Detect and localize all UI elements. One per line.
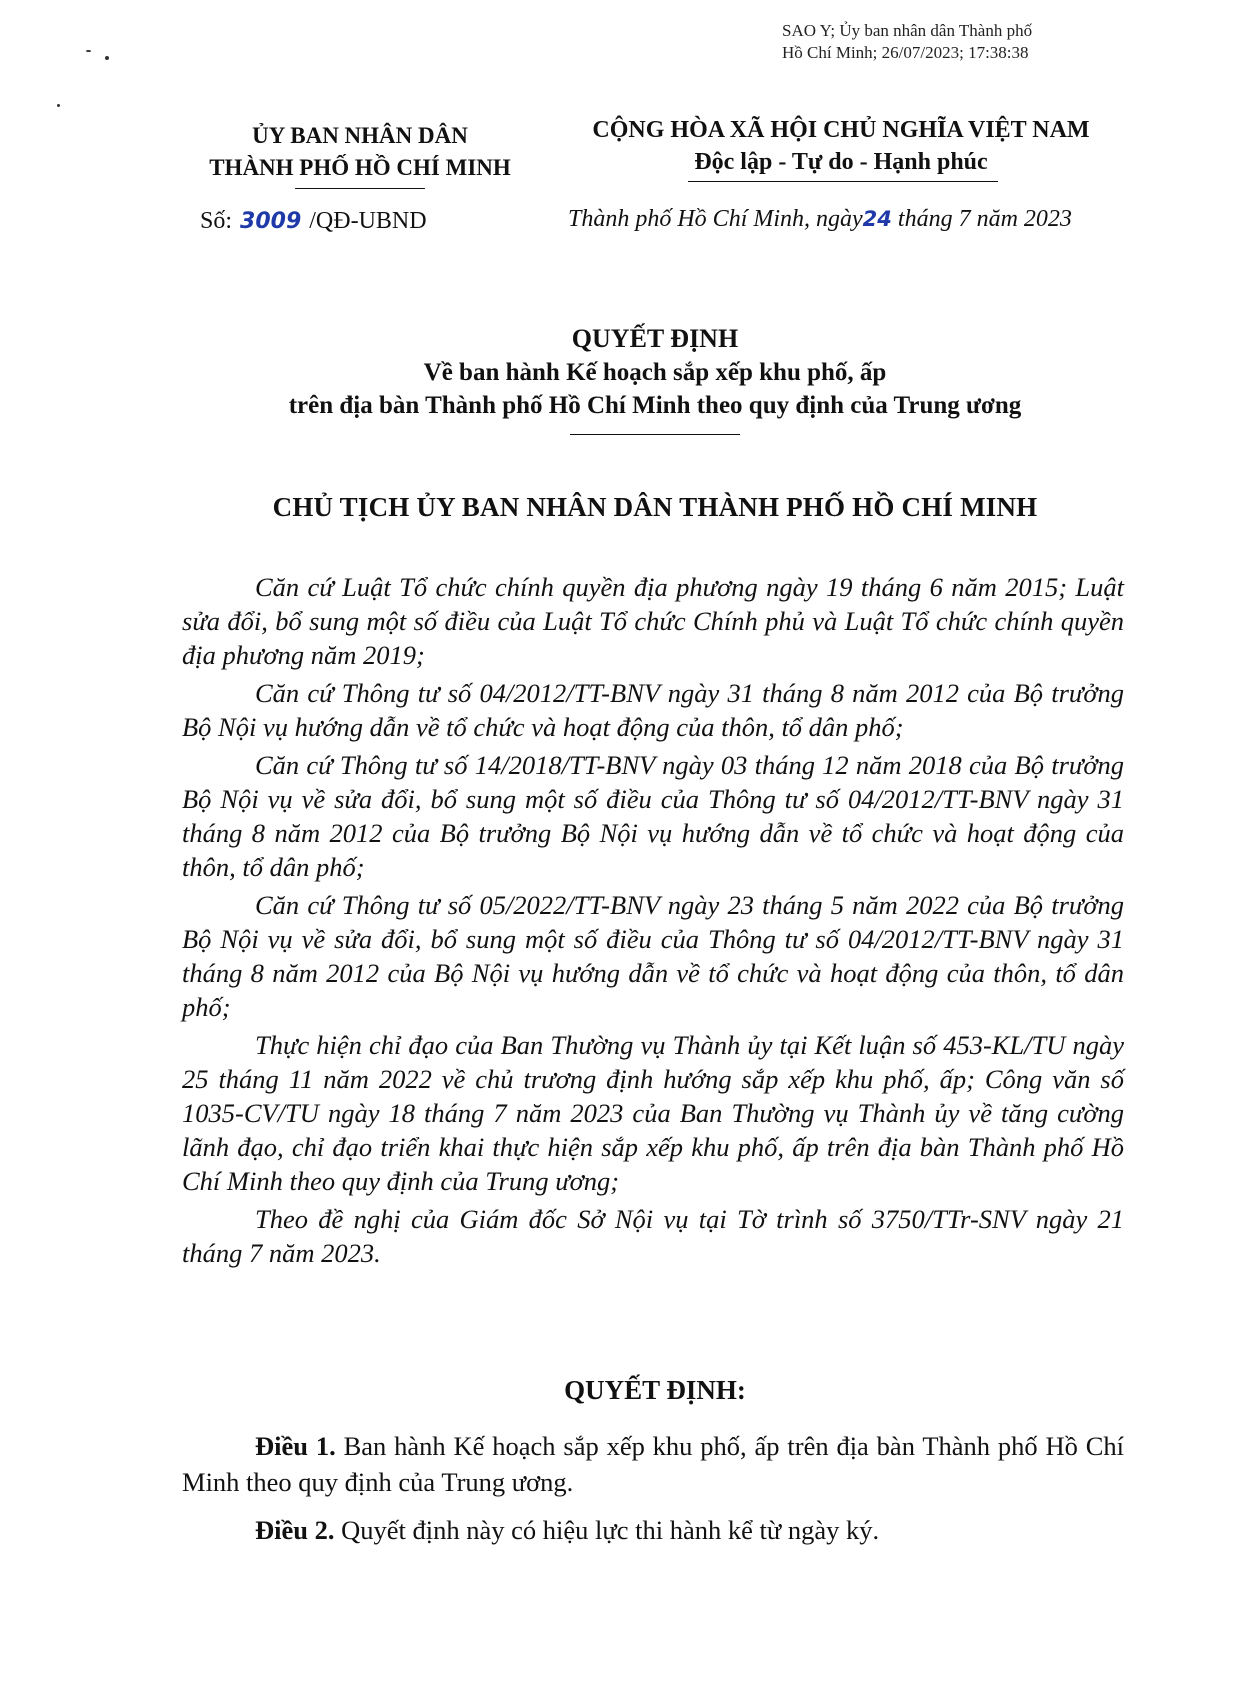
article-text: Quyết định này có hiệu lực thi hành kể từ ngày ký.	[341, 1515, 880, 1545]
preamble-paragraph: Căn cứ Thông tư số 14/2018/TT-BNV ngày 03 tháng 12 năm 2018 của Bộ trưởng Bộ Nội vụ về sửa đổi, bổ sung một số điều của Thông tư số 04/2012/TT-BNV ngày 31 tháng 8 năm 2012 của Bộ trưởng Bộ Nội vụ hướng dẫn về tổ chức và hoạt động của thôn, tổ dân phố;	[182, 750, 1124, 882]
issuing-authority: CHỦ TỊCH ỦY BAN NHÂN DÂN THÀNH PHỐ HỒ CHÍ MINH	[272, 492, 1038, 522]
place-date-after: tháng 7 năm 2023	[897, 206, 1072, 232]
article	[182, 1512, 1124, 1548]
scan-speck	[86, 50, 91, 52]
preamble-paragraph: Thực hiện chỉ đạo của Ban Thường vụ Thành ủy tại Kết luận số 453-KL/TU ngày 25 tháng 11 năm 2022 về chủ trương định hướng sắp xếp khu phố, ấp; Công văn số 1035-CV/TU ngày 18 tháng 7 năm 2023 của Ban Thường vụ Thành ủy về tăng cường lãnh đạo, chỉ đạo triển khai thực hiện sắp xếp khu phố, ấp trên địa bàn Thành phố Hồ Chí Minh theo quy định của Trung ương;	[182, 1030, 1124, 1196]
title-sub-1: Về ban hành Kế hoạch sắp xếp khu phố, ấp	[423, 359, 887, 386]
preamble-paragraph: Căn cứ Thông tư số 05/2022/TT-BNV ngày 23 tháng 5 năm 2022 của Bộ trưởng Bộ Nội vụ về sửa đổi, bổ sung một số điều của Thông tư số 04/2012/TT-BNV ngày 31 tháng 8 năm 2012 của Bộ Nội vụ hướng dẫn về tổ chức và hoạt động của thôn, tổ dân phố;	[182, 890, 1124, 1022]
motto-underline	[688, 181, 998, 182]
agency-line-2: THÀNH PHỐ HỒ CHÍ MINH	[209, 155, 511, 180]
article-text: Ban hành Kế hoạch sắp xếp khu phố, ấp trên địa bàn Thành phố Hồ Chí Minh theo quy định của Trung ương.	[182, 1431, 1125, 1497]
doc-number-handwritten: 3009	[240, 209, 302, 234]
place-date-before: Thành phố Hồ Chí Minh, ngày	[568, 206, 863, 232]
national-header	[560, 114, 1122, 178]
preamble-paragraph: Theo đề nghị của Giám đốc Sở Nội vụ tại Tờ trình số 3750/TTr-SNV ngày 21 tháng 7 năm 2023.	[182, 1204, 1124, 1268]
doc-number-prefix: Số:	[200, 208, 233, 234]
place-and-date	[568, 206, 1072, 233]
national-motto: Độc lập - Tự do - Hạnh phúc	[694, 149, 988, 175]
nation-name: CỘNG HÒA XÃ HỘI CHỦ NGHĨA VIỆT NAM	[592, 117, 1090, 143]
article-label: Điều 1.	[255, 1431, 336, 1461]
articles	[182, 1428, 1124, 1560]
stamp-line-1: SAO Y; Ủy ban nhân dân Thành phố	[782, 21, 1033, 40]
stamp-line-2: Hồ Chí Minh; 26/07/2023; 17:38:38	[782, 43, 1029, 62]
article	[182, 1428, 1124, 1500]
preamble-paragraph: Căn cứ Thông tư số 04/2012/TT-BNV ngày 31 tháng 8 năm 2012 của Bộ trưởng Bộ Nội vụ hướng dẫn về tổ chức và hoạt động của thôn, tổ dân phố;	[182, 678, 1124, 742]
preamble-paragraph: Căn cứ Luật Tổ chức chính quyền địa phương ngày 19 tháng 6 năm 2015; Luật sửa đổi, bổ sung một số điều của Luật Tổ chức Chính phủ và Luật Tổ chức chính quyền địa phương năm 2019;	[182, 572, 1124, 670]
doc-number-suffix: /QĐ-UBND	[309, 208, 427, 234]
copy-certification-stamp	[782, 20, 1032, 64]
document-title	[180, 322, 1130, 422]
scan-speck	[105, 56, 109, 60]
document-number	[200, 208, 427, 235]
preamble	[182, 570, 1124, 1274]
scan-speck	[57, 104, 60, 107]
title-divider	[570, 434, 740, 435]
title-main: QUYẾT ĐỊNH	[571, 324, 739, 353]
day-handwritten: 24	[862, 207, 892, 231]
decision-heading: QUYẾT ĐỊNH:	[564, 1375, 746, 1405]
title-sub-2: trên địa bàn Thành phố Hồ Chí Minh theo quy định của Trung ương	[288, 392, 1022, 419]
agency-line-1: ỦY BAN NHÂN DÂN	[252, 123, 468, 148]
issuing-agency	[165, 120, 555, 184]
agency-underline	[295, 188, 425, 189]
article-label: Điều 2.	[255, 1515, 335, 1545]
